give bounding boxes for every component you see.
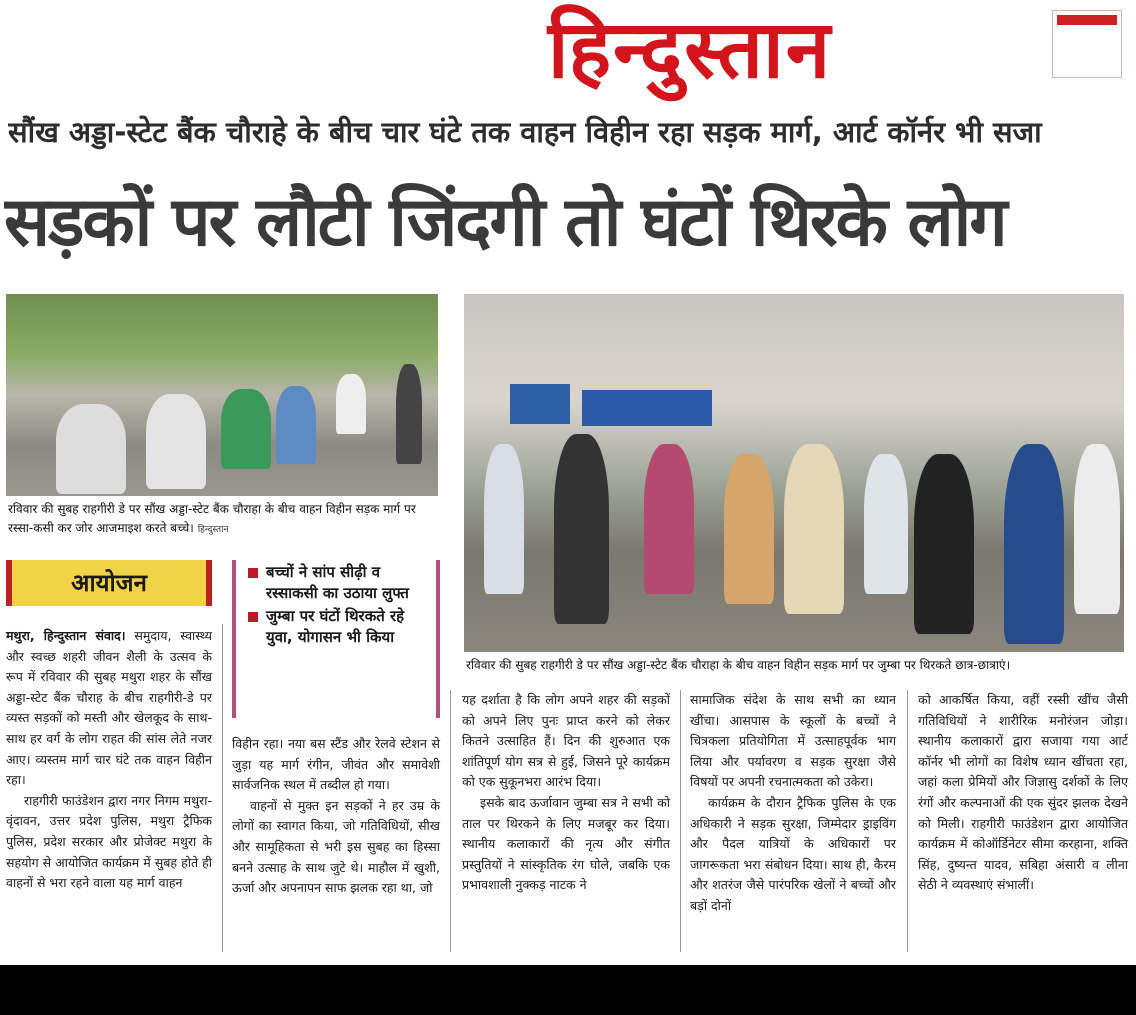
col1-p2: राहगीरी फाउंडेशन द्वारा नगर निगम मथुरा-वृंदावन, उत्तर प्रदेश पुलिस, मथुरा ट्रैफिक पुलिस, प्रदेश सरकार और प्रोजेक्ट मथुरा के सहयोग से आयोजित कार्यक्रम में सुबह होते ही वाहनों से भरा रहने वाला यह मार्ग वाहन bbox=[6, 792, 212, 891]
col2-p1: विहीन रहा। नया बस स्टैंड और रेलवे स्टेशन से जुड़ा यह मार्ग रंगीन, जीवंत और समावेशी सार्वजनिक स्थल में तब्दील हो गया। bbox=[232, 736, 440, 793]
highlight-item: बच्चों ने सांप सीढ़ी व रस्साकसी का उठाया लुफ्त bbox=[248, 562, 428, 604]
article-column-1 bbox=[6, 626, 212, 952]
section-label: आयोजन bbox=[6, 560, 212, 606]
col3-p2: इसके बाद ऊर्जावान जुम्बा सत्र ने सभी को ताल पर थिरकने के लिए मजबूर कर दिया। स्थानीय कलाकारों की नृत्य और संगीत प्रस्तुतियों ने सांस्कृतिक रंग घोले, जबकि एक प्रभावशाली नुक्कड़ नाटक ने bbox=[462, 794, 670, 893]
highlight-item: जुम्बा पर घंटों थिरकते रहे युवा, योगासन भी किया bbox=[248, 606, 428, 648]
newspaper-logo: हिन्दुस्तान bbox=[547, 3, 833, 96]
zumba-photo bbox=[464, 294, 1124, 652]
col4-p2: कार्यक्रम के दौरान ट्रैफिक पुलिस के एक अधिकारी ने सड़क सुरक्षा, जिम्मेदार ड्राइविंग और पैदल यात्रियों के अधिकारों पर जागरूकता भरा संबोधन दिया। साथ ही, कैरम और शतरंज जैसे पारंपरिक खेलों ने बच्चों और बड़ों दोनों bbox=[690, 794, 896, 913]
col3-p1: यह दर्शाता है कि लोग अपने शहर की सड़कों को अपने लिए पुनः प्राप्त करने को लेकर कितने उत्साहित हैं। दिन की शुरुआत एक शांतिपूर्ण योग सत्र से हुई, जिसने पूरे कार्यक्रम को एक सुकूनभरा आरंभ दिया। bbox=[462, 692, 670, 790]
masthead bbox=[0, 0, 1136, 108]
col4-p1: सामाजिक संदेश के साथ सभी का ध्यान खींचा। आसपास के स्कूलों के बच्चों ने चित्रकला प्रतियोगिता में उत्साहपूर्वक भाग लिया और पर्यावरण व सड़क सुरक्षा जैसे विषयों पर अपनी रचनात्मकता को उकेरा। bbox=[690, 692, 896, 790]
col5-p1: को आकर्षित किया, वहीं रस्सी खींच जैसी गतिविधियों ने शारीरिक मनोरंजन जोड़ा। स्थानीय कलाकारों द्वारा सजाया गया आर्ट कॉर्नर भी लोगों का विशेष ध्यान खींचता रहा, जहां कला प्रेमियों और जिज्ञासु दर्शकों के लिए रंगों और कल्पनाओं की एक सुंदर झलक देखने को मिली। राहगीरी फाउंडेशन द्वारा आयोजित कार्यक्रम में कोऑर्डिनेटर सीमा करहाना, शक्ति सिंह, दुष्यन्त यादव, सबिहा अंसारी व लीना सेठी ने व्यवस्थाएं संभालीं। bbox=[918, 692, 1128, 893]
tug-of-war-photo bbox=[6, 294, 438, 496]
photo1-caption bbox=[8, 500, 438, 540]
article-column-4 bbox=[690, 690, 896, 952]
photo2-caption: रविवार की सुबह राहगीरी डे पर सौंख अड्डा-स्टेट बैंक चौराहा के बीच वाहन विहीन सड़क मार्ग पर जुम्बा पर थिरकते छात्र-छात्राएं। bbox=[466, 658, 1011, 672]
article-column-5 bbox=[918, 690, 1128, 952]
highlights-box bbox=[232, 560, 440, 718]
column-divider bbox=[680, 690, 681, 952]
ad-box-strip bbox=[1057, 15, 1117, 25]
ad-box bbox=[1052, 10, 1122, 78]
col2-p2: वाहनों से मुक्त इन सड़कों ने हर उम्र के लोगों का स्वागत किया, जो गतिविधियों, सीख और सामूहिकता से भरी इस सुबह का हिस्सा बनने उत्साह के साथ जुटे थे। माहौल में खुशी, ऊर्जा और अपनापन साफ झलक रहा था, जो bbox=[232, 797, 440, 896]
bottom-bar bbox=[0, 965, 1136, 1015]
dateline: मथुरा, हिन्दुस्तान संवाद। bbox=[6, 628, 126, 643]
kicker: सौंख अड्डा-स्टेट बैंक चौराहे के बीच चार घंटे तक वाहन विहीन रहा सड़क मार्ग, आर्ट कॉर्नर भी सजा bbox=[8, 115, 1042, 149]
column-divider bbox=[907, 690, 908, 952]
column-divider bbox=[450, 690, 451, 952]
article-column-3 bbox=[462, 690, 670, 952]
col1-p1: समुदाय, स्वास्थ्य और स्वच्छ शहरी जीवन शैली के उत्सव के रूप में रविवार की सुबह मथुरा शहर के सौंख अड्डा-स्टेट बैंक चौराह के बीच राहगीरी-डे पर व्यस्त सड़कों को मस्ती और खेलकूद के साथ-साथ हर वर्ग के लोग राहत की सांस लेते नजर आए। व्यस्तम मार्ग चार घंटे तक वाहन विहीन रहा। bbox=[6, 628, 212, 788]
photo1-credit: हिन्दुस्तान bbox=[197, 525, 229, 535]
article-column-2 bbox=[232, 734, 440, 952]
column-divider bbox=[222, 624, 223, 952]
headline: सड़कों पर लौटी जिंदगी तो घंटों थिरके लोग bbox=[4, 183, 1006, 262]
photo1-caption-text: रविवार की सुबह राहगीरी डे पर सौंख अड्डा-स्टेट बैंक चौराहा के बीच वाहन विहीन सड़क मार्ग पर रस्सा-कसी कर जोर आजमाइश करते बच्चे। bbox=[8, 502, 416, 535]
